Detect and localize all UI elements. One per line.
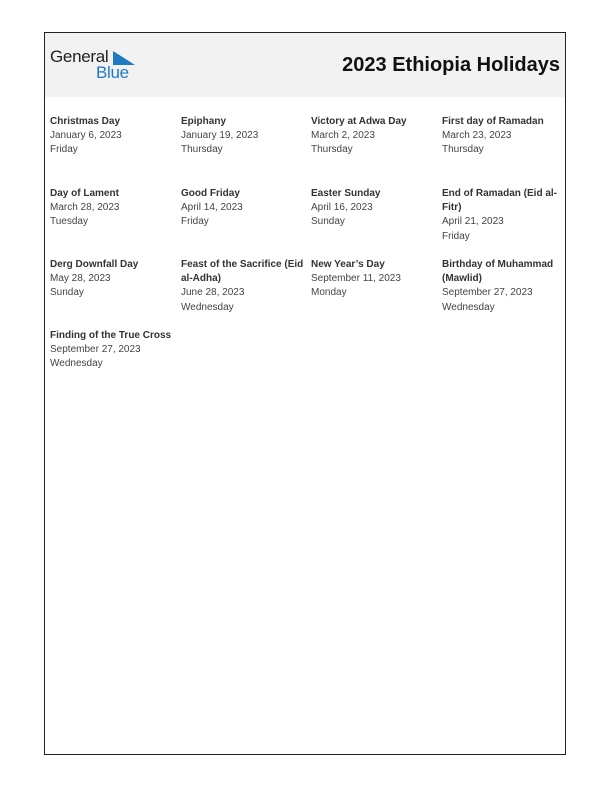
header-band (45, 33, 565, 97)
holiday-weekday: Tuesday (50, 216, 88, 228)
holiday-item (50, 258, 174, 301)
holiday-item (311, 115, 435, 158)
holiday-item (181, 187, 305, 230)
holiday-weekday: Thursday (181, 144, 223, 156)
holiday-name: New Year’s Day (311, 259, 385, 270)
holiday-weekday: Thursday (311, 144, 353, 156)
holiday-item (442, 258, 560, 315)
holiday-item (50, 187, 174, 230)
holiday-item (311, 258, 435, 301)
holiday-weekday: Wednesday (442, 301, 495, 313)
holiday-name: First day of Ramadan (442, 116, 544, 127)
holiday-weekday: Wednesday (181, 301, 234, 313)
holiday-name: Feast of the Sacrifice (Eid al-Adha) (181, 259, 304, 285)
holiday-name: Easter Sunday (311, 188, 381, 199)
holiday-weekday: Monday (311, 287, 347, 299)
holiday-date: March 28, 2023 (50, 202, 120, 214)
holiday-date: September 27, 2023 (442, 287, 533, 299)
holiday-date: September 27, 2023 (50, 344, 141, 356)
holiday-item (442, 115, 566, 158)
generalblue-logo[interactable] (50, 47, 140, 83)
holiday-weekday: Friday (442, 230, 470, 242)
logo-word-general: General (50, 47, 109, 66)
holiday-item (181, 115, 305, 158)
page-frame (44, 32, 566, 755)
holiday-name: Day of Lament (50, 188, 119, 199)
logo-word-blue: Blue (96, 63, 129, 82)
holiday-date: January 6, 2023 (50, 130, 122, 142)
holiday-date: June 28, 2023 (181, 287, 245, 299)
holiday-name: Victory at Adwa Day (311, 116, 407, 127)
holiday-item (50, 115, 174, 158)
holiday-item (50, 329, 178, 372)
holiday-weekday: Sunday (50, 287, 84, 299)
holiday-date: January 19, 2023 (181, 130, 259, 142)
holiday-item (311, 187, 435, 230)
holiday-weekday: Friday (50, 144, 78, 156)
holiday-item (442, 187, 560, 244)
holiday-date: May 28, 2023 (50, 273, 111, 285)
holiday-weekday: Thursday (442, 144, 484, 156)
holiday-date: September 11, 2023 (311, 273, 401, 285)
holiday-date: April 21, 2023 (442, 216, 504, 228)
holiday-weekday: Wednesday (50, 358, 103, 370)
holiday-date: March 23, 2023 (442, 130, 512, 142)
holiday-name: Birthday of Muhammad (Mawlid) (442, 259, 554, 285)
holiday-name: Finding of the True Cross (50, 330, 172, 341)
holiday-name: Derg Downfall Day (50, 259, 139, 270)
holiday-date: April 14, 2023 (181, 202, 243, 214)
holiday-item (181, 258, 305, 315)
holiday-weekday: Friday (181, 216, 209, 228)
holiday-date: April 16, 2023 (311, 202, 373, 214)
holiday-name: End of Ramadan (Eid al-Fitr) (442, 188, 558, 214)
page-title: 2023 Ethiopia Holidays (342, 54, 560, 76)
holiday-name: Epiphany (181, 116, 227, 127)
holiday-name: Christmas Day (50, 116, 121, 127)
holiday-name: Good Friday (181, 188, 240, 199)
holiday-weekday: Sunday (311, 216, 345, 228)
holiday-date: March 2, 2023 (311, 130, 375, 142)
